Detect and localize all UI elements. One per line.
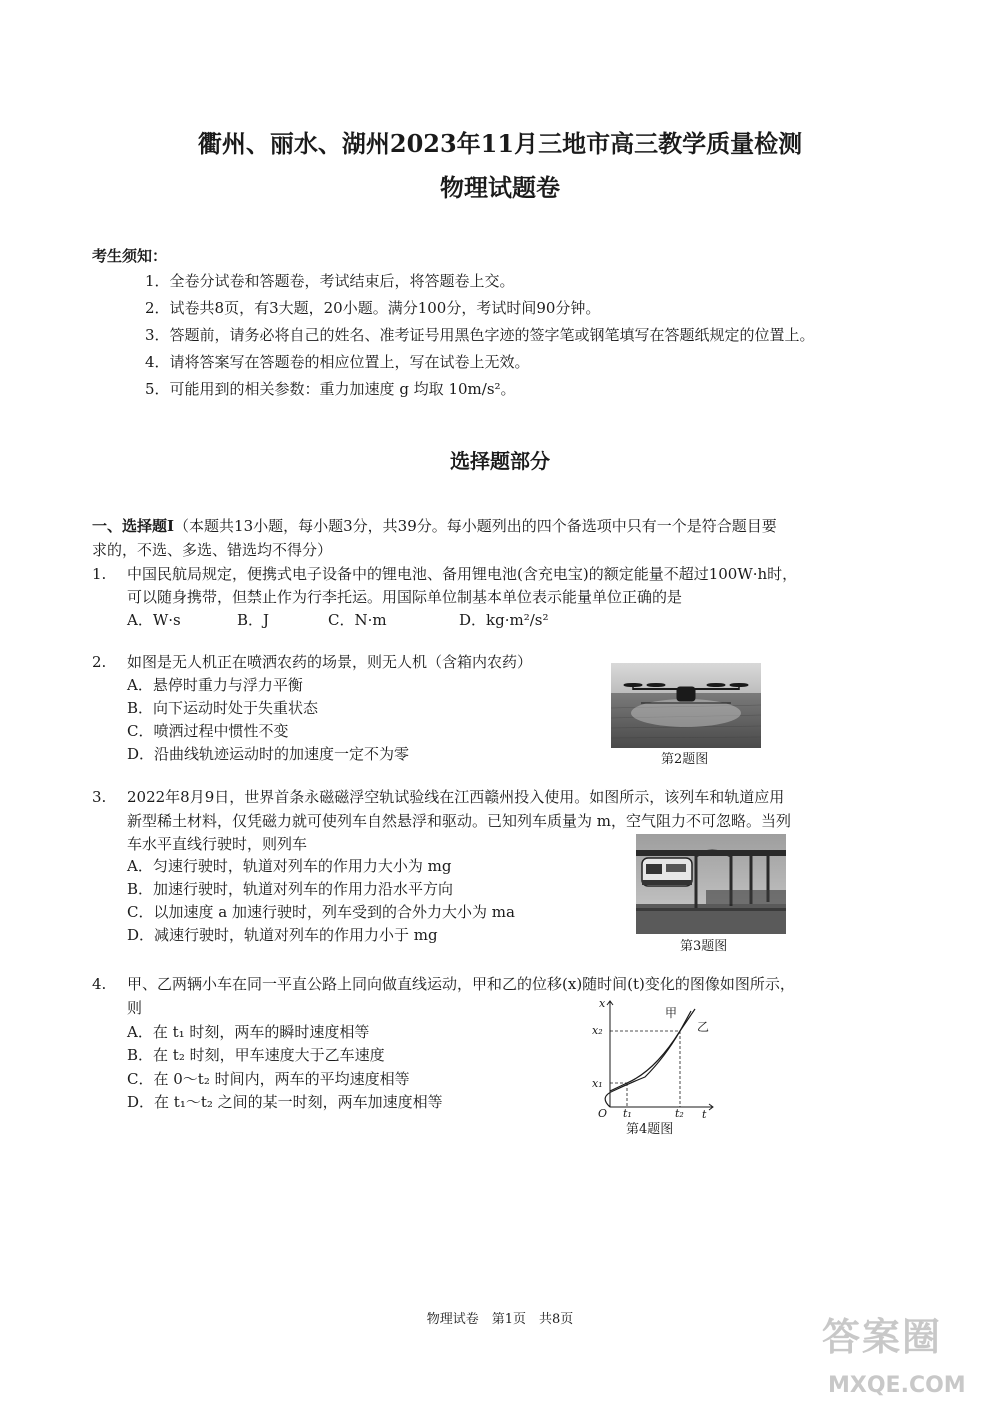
part-label: 一、选择题I (92, 517, 175, 535)
question-text: 如图是无人机正在喷洒农药的场景，则无人机（含箱内农药） (127, 653, 533, 671)
figure-caption: 第4题图 (626, 1122, 674, 1137)
t-axis-label: t (702, 1108, 707, 1120)
watermark-logo: 答案圈 (822, 1315, 943, 1359)
option-b: B．向下运动时处于失重状态 (127, 699, 319, 717)
page-footer: 物理试卷 第1页 共8页 (426, 1312, 574, 1327)
t1-label: t₁ (623, 1107, 632, 1120)
option-a: A．在 t₁ 时刻，两车的瞬时速度相等 (127, 1023, 370, 1041)
option-d: D．沿曲线轨迹运动时的加速度一定不为零 (127, 745, 410, 763)
option-a: A．匀速行驶时，轨道对列车的作用力大小为 mg (127, 857, 452, 875)
question-number: 1. (92, 565, 107, 583)
option-d: D．在 t₁～t₂ 之间的某一时刻，两车加速度相等 (127, 1093, 443, 1111)
notice-heading: 考生须知： (92, 247, 168, 265)
option-c: C．在 0～t₂ 时间内，两车的平均速度相等 (127, 1070, 410, 1088)
part-description: （本题共13小题，每小题3分，共39分。每小题列出的四个备选项中只有一个是符合题目要 (174, 517, 777, 535)
origin-label: O (598, 1107, 608, 1120)
exam-subtitle: 物理试题卷 (440, 173, 560, 202)
maglev-photo (636, 834, 786, 934)
drone-photo (611, 663, 761, 748)
x1-label: x₁ (592, 1077, 603, 1090)
drone-image (611, 663, 761, 748)
option-c: C．N·m (328, 611, 387, 629)
notice-item: 5．可能用到的相关参数：重力加速度 g 均取 10m/s²。 (145, 380, 516, 398)
curve-jia (605, 1009, 695, 1107)
option-b: B．在 t₂ 时刻，甲车速度大于乙车速度 (127, 1046, 385, 1064)
option-c: C．以加速度 a 加速行驶时，列车受到的合外力大小为 ma (127, 903, 515, 921)
option-c: C．喷洒过程中惯性不变 (127, 722, 289, 740)
question-text: 车水平直线行驶时，则列车 (127, 835, 308, 853)
question-text: 可以随身携带，但禁止作为行李托运。用国际单位制基本单位表示能量单位正确的是 (127, 588, 683, 606)
jia-label: 甲 (665, 1006, 678, 1020)
option-b: B．J (237, 611, 270, 629)
maglev-image (636, 834, 786, 934)
xt-graph (585, 995, 725, 1120)
part-description-cont: 求的，不选、多选、错选均不得分） (92, 541, 333, 559)
option-a: A．W·s (127, 611, 181, 629)
question-text: 则 (127, 999, 143, 1017)
notice-item: 2．试卷共8页，有3大题，20小题。满分100分，考试时间90分钟。 (145, 299, 601, 317)
question-text: 中国民航局规定，便携式电子设备中的锂电池、备用锂电池(含充电宝)的额定能量不超过100W·h时， (127, 565, 798, 583)
watermark-url: MXQE.COM (828, 1373, 966, 1398)
x2-label: x₂ (592, 1024, 603, 1037)
option-d: D．减速行驶时，轨道对列车的作用力小于 mg (127, 926, 438, 944)
t2-label: t₂ (675, 1107, 684, 1120)
x-axis-label: x (599, 997, 606, 1010)
part-header (92, 515, 777, 537)
notice-item: 4．请将答案写在答题卷的相应位置上，写在试卷上无效。 (145, 353, 530, 371)
figure-caption: 第3题图 (680, 939, 728, 954)
curve-yi (610, 1011, 691, 1091)
question-number: 2. (92, 653, 107, 671)
notice-item: 1．全卷分试卷和答题卷，考试结束后，将答题卷上交。 (145, 272, 515, 290)
question-number: 3. (92, 788, 107, 806)
figure-caption: 第2题图 (661, 752, 709, 767)
notice-item: 3．答题前，请务必将自己的姓名、准考证号用黑色字迹的签字笔或钢笔填写在答题纸规定的位置上。 (145, 326, 815, 344)
question-text: 甲、乙两辆小车在同一平直公路上同向做直线运动，甲和乙的位移(x)随时间(t)变化的图像如图所示， (127, 975, 795, 993)
question-text: 新型稀土材料，仅凭磁力就可使列车自然悬浮和驱动。已知列车质量为 m，空气阻力不可忽略。当列 (127, 812, 791, 830)
section-title: 选择题部分 (450, 449, 550, 473)
option-a: A．悬停时重力与浮力平衡 (127, 676, 303, 694)
option-b: B．加速行驶时，轨道对列车的作用力沿水平方向 (127, 880, 454, 898)
question-text: 2022年8月9日，世界首条永磁磁浮空轨试验线在江西赣州投入使用。如图所示，该列车和轨道应用 (127, 788, 785, 806)
option-d: D．kg·m²/s² (459, 611, 549, 629)
yi-label: 乙 (697, 1020, 710, 1034)
question-number: 4. (92, 975, 107, 993)
exam-title: 衢州、丽水、湖州2023年11月三地市高三教学质量检测 (197, 129, 803, 158)
